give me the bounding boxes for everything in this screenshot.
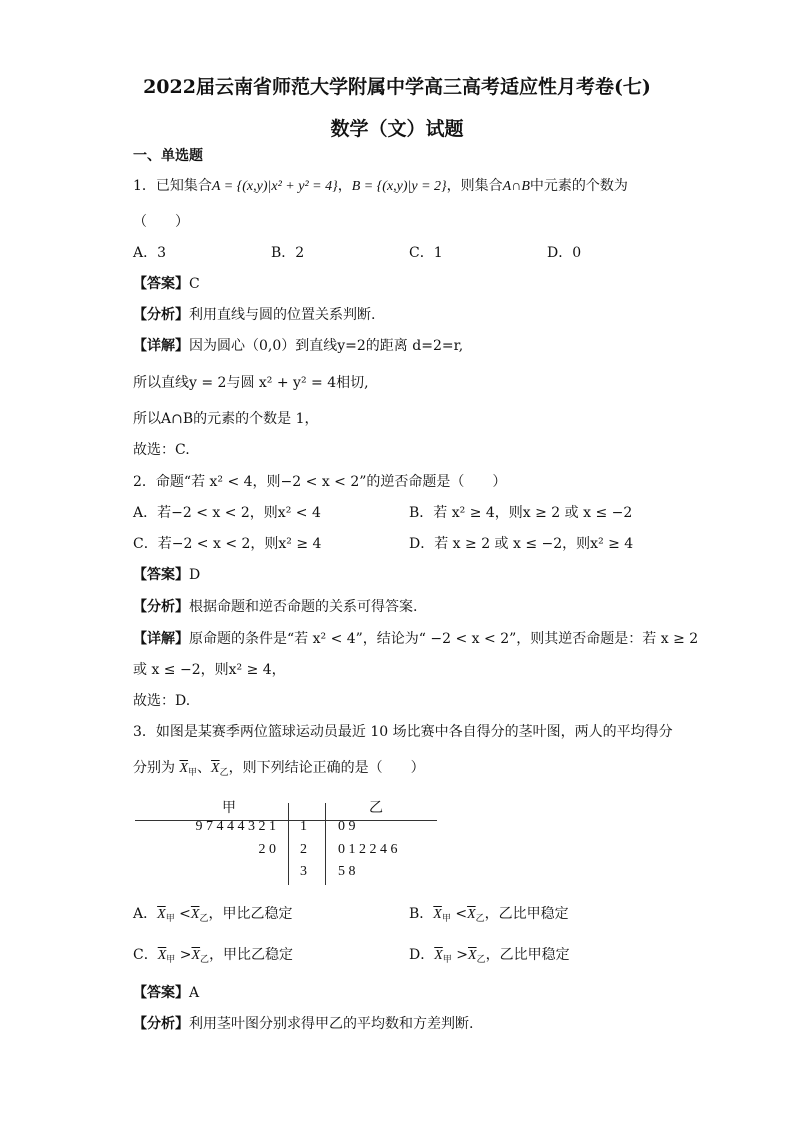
- q3-option-b-text: ，乙比甲稳定: [484, 906, 569, 922]
- q2-option-c: C．若−2 < x < 2，则x² ≥ 4: [133, 536, 322, 552]
- q3-option-b-label: B．: [409, 906, 434, 922]
- q1-stem-d: 中元素的个数为: [529, 178, 628, 194]
- q3-option-a-sub2: 乙: [199, 914, 209, 924]
- q1-paren: （ ）: [133, 214, 189, 230]
- q3-stem-text-c: ，则下列结论正确的是（ ）: [228, 760, 425, 776]
- q1-stem-b: ，: [337, 178, 352, 194]
- q2-detail: [133, 629, 698, 649]
- q2-answer: [133, 565, 200, 585]
- q1-set-a: A = {(x,y)|x² + y² = 4}: [211, 179, 338, 194]
- q1-set-b: B = {(x,y)|y = 2}: [351, 179, 447, 194]
- q3-option-a-label: A．: [133, 906, 158, 922]
- q3-option-d-sub2: 乙: [476, 955, 486, 965]
- q1-stem: [133, 176, 628, 197]
- q3-option-a-sub1: 甲: [165, 914, 175, 924]
- q3-option-a-text: ，甲比乙稳定: [208, 906, 293, 922]
- q2-detail-tag: 【详解】: [133, 631, 189, 647]
- q2-analysis-text: 根据命题和逆否命题的关系可得答案.: [189, 599, 418, 615]
- q3-option-c-sub1: 甲: [166, 955, 176, 965]
- q3-option-a-x1: $\overline{X}$: [157, 907, 166, 922]
- q3-option-b-x2: $\overline{X}$: [467, 907, 476, 922]
- table-header-left: 甲: [222, 801, 236, 816]
- section-heading: 一、单选题: [133, 148, 203, 164]
- q3-stem-text-b: 、: [197, 760, 212, 776]
- q1-detail-tag: 【详解】: [133, 338, 189, 354]
- q3-answer-value: A: [189, 985, 200, 1001]
- table-row-3-stem: 3: [300, 864, 307, 879]
- q3-option-b-sub2: 乙: [475, 914, 485, 924]
- q1-option-d: D．0: [547, 245, 582, 261]
- q3-sub-yi: 乙: [219, 768, 229, 778]
- table-row-2-right: 0 1 2 2 4 6: [338, 842, 398, 857]
- q1-analysis-tag: 【分析】: [133, 307, 189, 323]
- q3-option-b-sub1: 甲: [441, 914, 451, 924]
- q3-option-a-x2: $\overline{X}$: [190, 907, 200, 922]
- table-divider-2: [325, 803, 326, 885]
- q3-option-c-x2: $\overline{X}$: [191, 948, 201, 963]
- q2-analysis: [133, 597, 417, 617]
- q3-option-c-rel: >: [179, 947, 192, 963]
- q3-option-c: [133, 945, 293, 970]
- q1-intersection: A∩B: [502, 179, 530, 194]
- q1-detail: [133, 336, 463, 356]
- table-row-1-right: 0 9: [338, 819, 356, 834]
- q1-option-c: C．1: [409, 245, 443, 261]
- q3-stem-text-a: 分别为: [133, 760, 175, 776]
- q2-option-d: D．若 x ≥ 2 或 x ≤ −2，则x² ≥ 4: [409, 536, 634, 552]
- q1-detail-line-2: 所以直线y = 2与圆 x² + y² = 4相切,: [133, 375, 369, 391]
- table-row-2-stem: 2: [300, 842, 307, 857]
- q1-detail-line-4: 故选：C.: [133, 442, 190, 458]
- q3-option-b-rel: <: [455, 906, 468, 922]
- q3-option-d-text: ，乙比甲稳定: [485, 947, 570, 963]
- q2-option-b: B．若 x² ≥ 4，则x ≥ 2 或 x ≤ −2: [409, 505, 633, 521]
- q2-stem: 2．命题“若 x² < 4，则−2 < x < 2”的逆否命题是（ ）: [133, 474, 507, 490]
- q3-option-c-x1: $\overline{X}$: [157, 948, 167, 963]
- q1-answer-value: C: [189, 276, 200, 292]
- q2-analysis-tag: 【分析】: [133, 599, 189, 615]
- q1-stem-c: ，则集合: [446, 178, 503, 194]
- title-line-1: 2022届云南省师范大学附属中学高三高考适应性月考卷(七): [143, 76, 651, 98]
- q1-option-b: B．2: [271, 245, 305, 261]
- q3-stem-line-2: [133, 758, 425, 783]
- q3-option-d-x1: $\overline{X}$: [434, 948, 443, 963]
- q3-option-c-text: ，甲比乙稳定: [209, 947, 294, 963]
- table-row-1-left: 9 7 4 4 4 3 2 1: [195, 819, 276, 834]
- table-row-3-right: 5 8: [338, 864, 356, 879]
- q2-detail-line-3: 故选：D.: [133, 693, 191, 709]
- q3-option-d: [409, 945, 570, 970]
- table-divider-1: [288, 803, 289, 885]
- q3-option-c-sub2: 乙: [200, 955, 210, 965]
- q1-analysis: [133, 305, 375, 325]
- q3-answer: [133, 983, 199, 1003]
- q3-option-d-sub1: 甲: [442, 955, 452, 965]
- table-row-2-left: 2 0: [258, 842, 276, 857]
- q3-option-d-x2: $\overline{X}$: [468, 948, 477, 963]
- q1-answer-tag: 【答案】: [133, 276, 189, 292]
- q1-option-a: A．3: [133, 245, 167, 261]
- q3-xbar-yi: $\overline{X}$: [211, 761, 220, 776]
- q2-detail-text: 原命题的条件是“若 x² < 4”，结论为“ −2 < x < 2”，则其逆否命题是：若 x ≥ 2: [189, 631, 699, 647]
- q1-detail-text: 因为圆心（0,0）到直线y=2的距离 d=2=r,: [189, 338, 464, 354]
- q3-sub-jia: 甲: [188, 768, 198, 778]
- q2-answer-value: D: [189, 567, 201, 583]
- q3-option-d-label: D．: [409, 947, 435, 963]
- q3-option-b: [409, 904, 569, 929]
- q3-analysis: [133, 1014, 473, 1034]
- q1-analysis-text: 利用直线与圆的位置关系判断.: [189, 307, 376, 323]
- q3-option-a: [133, 904, 292, 929]
- q1-stem-a: 1．已知集合: [133, 178, 212, 194]
- q3-option-a-rel: <: [179, 906, 191, 922]
- q1-answer: [133, 274, 200, 294]
- q3-analysis-text: 利用茎叶图分别求得甲乙的平均数和方差判断.: [189, 1016, 474, 1032]
- q3-stem-line-1: 3．如图是某赛季两位篮球运动员最近 10 场比赛中各自得分的茎叶图，两人的平均得分: [133, 724, 673, 740]
- q3-analysis-tag: 【分析】: [133, 1016, 189, 1032]
- q3-option-b-x1: $\overline{X}$: [433, 907, 442, 922]
- q3-xbar-jia: $\overline{X}$: [179, 761, 189, 776]
- q2-option-a: A．若−2 < x < 2，则x² < 4: [133, 505, 321, 521]
- q2-detail-line-2: 或 x ≤ −2，则x² ≥ 4，: [133, 662, 286, 678]
- q3-option-c-label: C．: [133, 947, 158, 963]
- table-header-right: 乙: [369, 801, 383, 816]
- table-row-1-stem: 1: [300, 819, 307, 834]
- title-line-2: 数学（文）试题: [330, 118, 464, 140]
- q2-answer-tag: 【答案】: [133, 567, 189, 583]
- q3-option-d-rel: >: [456, 947, 468, 963]
- q3-answer-tag: 【答案】: [133, 985, 189, 1001]
- q1-detail-line-3: 所以A∩B的元素的个数是 1，: [133, 411, 319, 427]
